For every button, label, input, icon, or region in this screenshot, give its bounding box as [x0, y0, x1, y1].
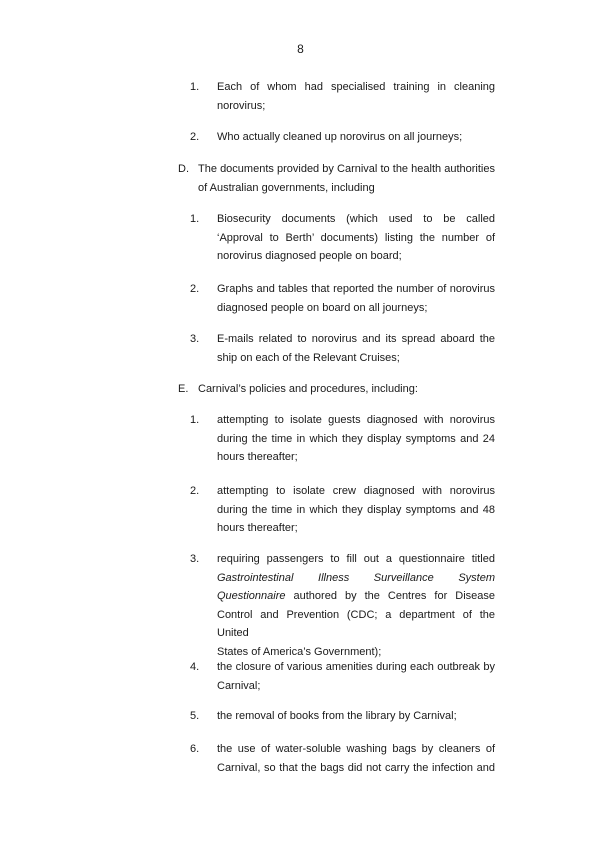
questionnaire-title-cont: Questionnaire	[217, 590, 286, 602]
list-item-number: 1.	[190, 414, 200, 426]
list-item-line: hours thereafter;	[217, 451, 298, 463]
list-item-line: the use of water-soluble washing bags by cleaners of	[217, 743, 495, 755]
list-item	[190, 482, 495, 538]
list-item-line: Who actually cleaned up norovirus on all journeys;	[217, 131, 463, 143]
list-item-text: authored by the Centres for Disease	[285, 590, 495, 602]
list-item	[190, 740, 495, 777]
list-item	[190, 128, 495, 147]
list-item-number: 1.	[190, 213, 200, 225]
list-item	[190, 210, 495, 266]
list-item-line: Carnival, so that the bags did not carry the infection and	[217, 761, 495, 774]
list-item-line: requiring passengers to fill out a questionnaire titled	[217, 553, 495, 565]
list-item-line: Each of whom had specialised training in cleaning	[217, 81, 495, 93]
list-item-line: ‘Approval to Berth’ documents) listing the number of	[217, 231, 495, 244]
list-item-line	[217, 587, 495, 606]
list-item-line: ship on each of the Relevant Cruises;	[217, 351, 400, 364]
list-item	[190, 658, 495, 695]
list-item	[190, 330, 495, 367]
section-e	[178, 380, 495, 399]
list-item-line: Carnival;	[217, 679, 261, 692]
list-item-number: 3.	[190, 553, 200, 565]
list-item-number: 1.	[190, 81, 200, 93]
list-item-number: 2.	[190, 283, 200, 295]
list-item-number: 4.	[190, 661, 200, 673]
section-line: of Australian governments, including	[198, 181, 375, 194]
list-item-line: hours thereafter;	[217, 522, 298, 534]
list-item-number: 2.	[190, 131, 200, 143]
list-item-line: E-mails related to norovirus and its spread aboard the	[217, 333, 495, 345]
section-line: Carnival’s policies and procedures, including:	[198, 383, 418, 395]
list-item-line: during the time in which they display symptoms and 24	[217, 432, 495, 445]
list-item-line: diagnosed people on board on all journeys;	[217, 301, 428, 314]
section-letter: D.	[178, 163, 189, 175]
list-item-line: the closure of various amenities during each outbreak by	[217, 661, 495, 673]
list-item-number: 6.	[190, 743, 200, 755]
section-letter: E.	[178, 383, 189, 395]
section-d	[178, 160, 495, 197]
section-line: The documents provided by Carnival to the health authorities	[198, 163, 495, 175]
page-number: 8	[297, 42, 304, 56]
list-item-line: during the time in which they display symptoms and 48	[217, 503, 495, 516]
list-item-line: States of America’s Government);	[217, 645, 382, 658]
list-item	[190, 411, 495, 467]
list-item-line: attempting to isolate guests diagnosed with norovirus	[217, 414, 495, 426]
list-item-line-italic	[217, 569, 495, 588]
list-item-line: Control and Prevention (CDC; a department of the United	[217, 608, 495, 639]
list-item	[190, 707, 495, 726]
list-item-line: attempting to isolate crew diagnosed with norovirus	[217, 485, 495, 497]
list-item	[190, 550, 495, 661]
list-item-line: Graphs and tables that reported the number of norovirus	[217, 283, 495, 295]
list-item-line: Biosecurity documents (which used to be called	[217, 213, 495, 225]
list-item-line: the removal of books from the library by Carnival;	[217, 710, 457, 722]
list-item	[190, 280, 495, 317]
questionnaire-title: Gastrointestinal Illness Surveillance System	[217, 571, 495, 584]
list-item-line: norovirus;	[217, 99, 266, 112]
list-item	[190, 78, 495, 115]
list-item-line: norovirus diagnosed people on board;	[217, 250, 402, 262]
list-item-number: 2.	[190, 485, 200, 497]
list-item-number: 3.	[190, 333, 200, 345]
list-item-number: 5.	[190, 710, 200, 722]
